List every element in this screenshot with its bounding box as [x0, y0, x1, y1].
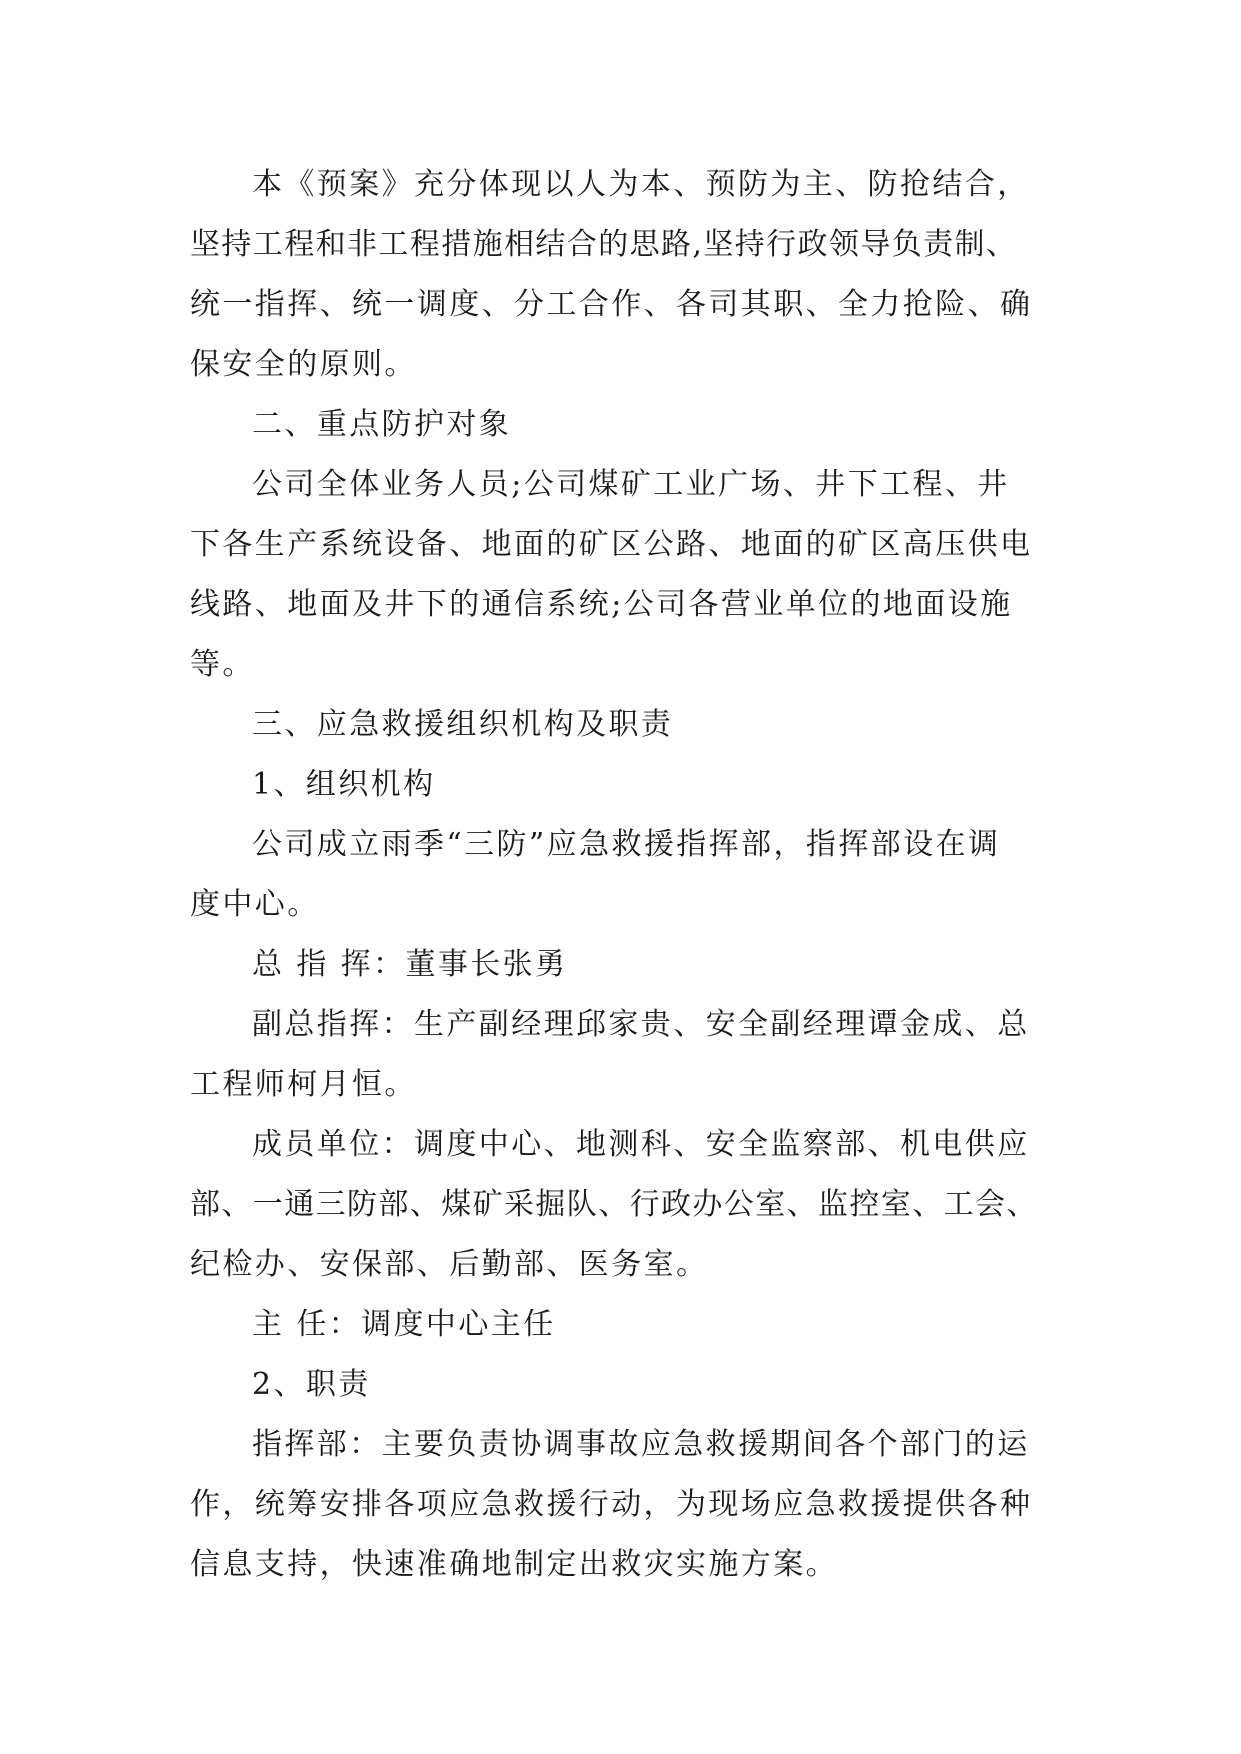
subsection-heading: 1、组织机构: [252, 767, 436, 802]
paragraph-line: 副总指挥：生产副经理邱家贵、安全副经理谭金成、总: [252, 1007, 1030, 1042]
paragraph-line: 统一指挥、统一调度、分工合作、各司其职、全力抢险、确: [190, 287, 1033, 322]
paragraph-line: 线路、地面及井下的通信系统;公司各营业单位的地面设施: [190, 587, 1013, 622]
paragraph-line: 度中心。: [190, 887, 320, 922]
paragraph-line: 作，统筹安排各项应急救援行动，为现场应急救援提供各种: [190, 1487, 1033, 1522]
section-heading: 二、重点防护对象: [252, 407, 512, 442]
paragraph-line: 下各生产系统设备、地面的矿区公路、地面的矿区高压供电: [190, 527, 1033, 562]
paragraph-line: 主 任：调度中心主任: [252, 1307, 556, 1342]
paragraph-line: 指挥部：主要负责协调事故应急救援期间各个部门的运: [252, 1427, 1030, 1462]
paragraph-line: 保安全的原则。: [190, 347, 417, 382]
paragraph-line: 信息支持，快速准确地制定出救灾实施方案。: [190, 1547, 838, 1582]
paragraph-line: 工程师柯月恒。: [190, 1067, 417, 1102]
paragraph-line: 坚持工程和非工程措施相结合的思路,坚持行政领导负责制、: [190, 227, 1018, 262]
section-heading: 三、应急救援组织机构及职责: [252, 707, 674, 742]
paragraph-line: 公司成立雨季“三防”应急救援指挥部，指挥部设在调: [252, 827, 1001, 862]
subsection-heading: 2、职责: [252, 1367, 371, 1402]
paragraph-line: 纪检办、安保部、后勤部、医务室。: [190, 1247, 709, 1282]
paragraph-line: 部、一通三防部、煤矿采掘队、行政办公室、监控室、工会、: [190, 1187, 1038, 1222]
paragraph-line: 公司全体业务人员;公司煤矿工业广场、井下工程、井: [252, 467, 1010, 502]
paragraph-line: 本《预案》充分体现以人为本、预防为主、防抢结合，: [252, 167, 1030, 202]
paragraph-line: 等。: [190, 647, 255, 682]
paragraph-line: 成员单位：调度中心、地测科、安全监察部、机电供应: [252, 1127, 1030, 1162]
paragraph-line: 总 指 挥：董事长张勇: [252, 947, 568, 982]
document-body: [190, 155, 1060, 1595]
